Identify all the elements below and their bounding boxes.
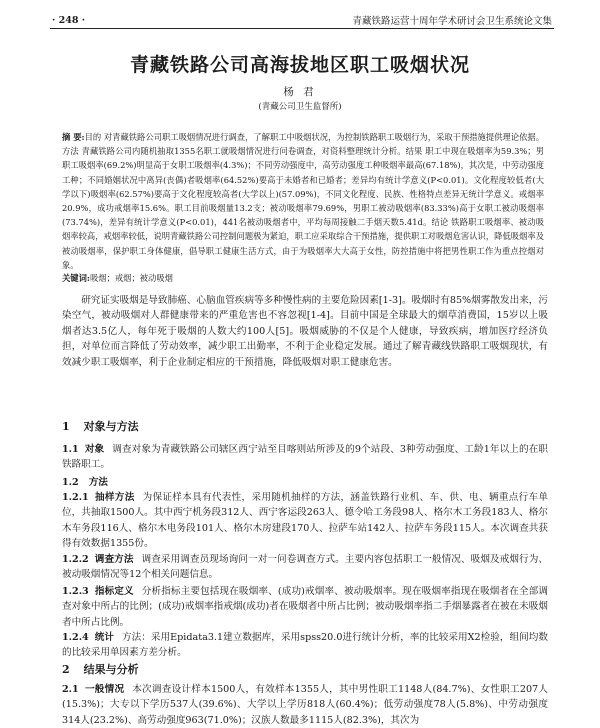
abstract bbox=[62, 130, 544, 272]
subsection-1-2-2: 1.2.2 调查方法 调查采用调查员现场询问一对一问卷调查方式。主要内容包括职工一般情况、吸烟及戒烟行为、被动吸烟情况等12个相关问题信息。 bbox=[62, 554, 549, 581]
subsection-1-2-4: 1.2.4 统计 方法：采用Epidata3.1建立数据库，采用spss20.0进行统计分析，率的比较采用X2检验，组间均数的比较采用单因素方差分析。 bbox=[62, 632, 548, 659]
page-number: · 248 · bbox=[52, 14, 86, 26]
abstract-text: 目的 对青藏铁路公司职工吸烟情况进行调查，了解职工中吸烟状况，为控制铁路职工吸烟行为，采取干预措施提供理论依据。方法 青藏铁路公司内随机抽取1355名职工就吸烟情况进行问卷调查，对资料整理统计分析。结果 职工中现在吸烟率为59.3%；男职工吸烟率(69.2%)明显高于女职工吸烟率(4.3%)；不同劳动强度中，高劳动强度工种吸烟率最高(67.18%)，其次是，中劳动强度工种；不同婚姻状况中离异(丧偶)者吸烟率(64.52%)要高于未婚者和已婚者；差异均有统计学意义(P<0.01)。文化程度较低者(大学以下)吸烟率(62.57%)要高于文化程度较高者(大学以上)(57.09%)，不同文化程度、民族、性格特点差异无统计学意义。戒烟率20.9%，成功戒烟率15.6%。职工目前吸烟量13.2支；被动吸烟率79.69%，男职工被动吸烟率(83.33%)高于女职工被动吸烟率(73.74%)，差异有统计学意义(P<0.01)，441名被动吸烟者中，平均每周接触二手烟天数5.41d。结论 铁路职工吸烟率、被动吸烟率较高，戒烟率较低，说明青藏铁路公司控制问题极为紧迫，职工应采取综合干预措施，提供职工对吸烟危害认识，降低吸烟率及被动吸烟率，保护职工身体健康，倡导职工健康生活方式，由于为吸烟率大大高于女性，防控措施中将把男性职工作为重点控烟对象。 bbox=[62, 132, 544, 270]
abstract-label: 摘 要: bbox=[62, 132, 85, 142]
affiliation: (青藏公司卫生监督所) bbox=[258, 102, 342, 112]
keywords-text: 吸烟；戒烟；被动吸烟 bbox=[89, 273, 173, 283]
keywords-label: 关键词: bbox=[62, 273, 90, 283]
subsection-1-2-3: 1.2.3 指标定义 分析指标主要包括现在吸烟率、(成功)戒烟率、被动吸烟率。现在吸烟率指现在吸烟者在全部调查对象中所占的比例；(成功)戒烟率指戒烟(成功)者在吸烟者中所占比例；被动吸烟率指二手烟暴露者在被在未吸烟者中所占比例。 bbox=[62, 586, 548, 628]
subsection-2-1: 2.1 一般情况 本次调查设计样本1500人，有效样本1355人，其中男性职工1148人(84.7%)、女性职工207人(15.3%)；大专以下学历537人(39.6%)、大学以上学历818人(60.4%)；低劳动强度78人(5.8%)、中劳动强度314人(23.2%)、高劳动强度963(71.0%)；汉族人数最多1115人(82.3%)，其次为 bbox=[62, 684, 549, 726]
section-heading-1: 1 对象与方法 bbox=[62, 420, 139, 433]
section-heading-2: 2 结果与分析 bbox=[62, 663, 139, 676]
running-header bbox=[52, 12, 552, 28]
author: 杨 君 bbox=[283, 86, 317, 98]
article-title: 青藏铁路公司高海拔地区职工吸烟状况 bbox=[129, 54, 470, 76]
header-rule bbox=[50, 28, 554, 29]
journal-name: 青藏铁路运营十周年学术研讨会卫生系统论文集 bbox=[352, 16, 552, 27]
keywords bbox=[62, 272, 544, 285]
introduction-paragraph: 研究证实吸烟是导致肺癌、心脑血管疾病等多种慢性病的主要危险因素[1-3]。吸烟时有85%烟雾散发出来，污染空气，被动吸烟对人群健康带来的严重危害也不容忽视[1-4]。目前中国是全球最大的烟草消费国，15岁以上吸烟者达3.5亿人，每年死于吸烟的人数大约100人[5]。吸烟威胁的不仅是个人健康，导致疾病，增加医疗经济负担，对单位而言降低了劳动效率，减少职工出勤率，不利于企业稳定发展。通过了解青藏线铁路职工吸烟现状，有效减少职工吸烟率，利于企业制定相应的干预措施，降低吸烟对职工健康危害。 bbox=[62, 295, 548, 368]
subsection-1-1: 1.1 对象 调查对象为青藏铁路公司辖区西宁站至目喀则站所涉及的9个站段、3种劳动强度、工龄1年以上的在职铁路职工。 bbox=[62, 444, 549, 471]
subsection-heading-1-2: 1.2 方法 bbox=[62, 477, 108, 488]
subsection-1-2-1: 1.2.1 抽样方法 为保证样本具有代表性，采用随机抽样的方法，涵盖铁路行业机、车、供、电、辆重点行车单位，共抽取1500人。其中西宁机务段312人、西宁客运段263人、德令哈工务段98人、格尔木工务段183人、格尔木车务段116人、格尔木电务段101人、格尔木房建段170人、拉萨车站142人、拉萨车务段115人。本次调查共获得有效数据1355份。 bbox=[62, 492, 549, 550]
